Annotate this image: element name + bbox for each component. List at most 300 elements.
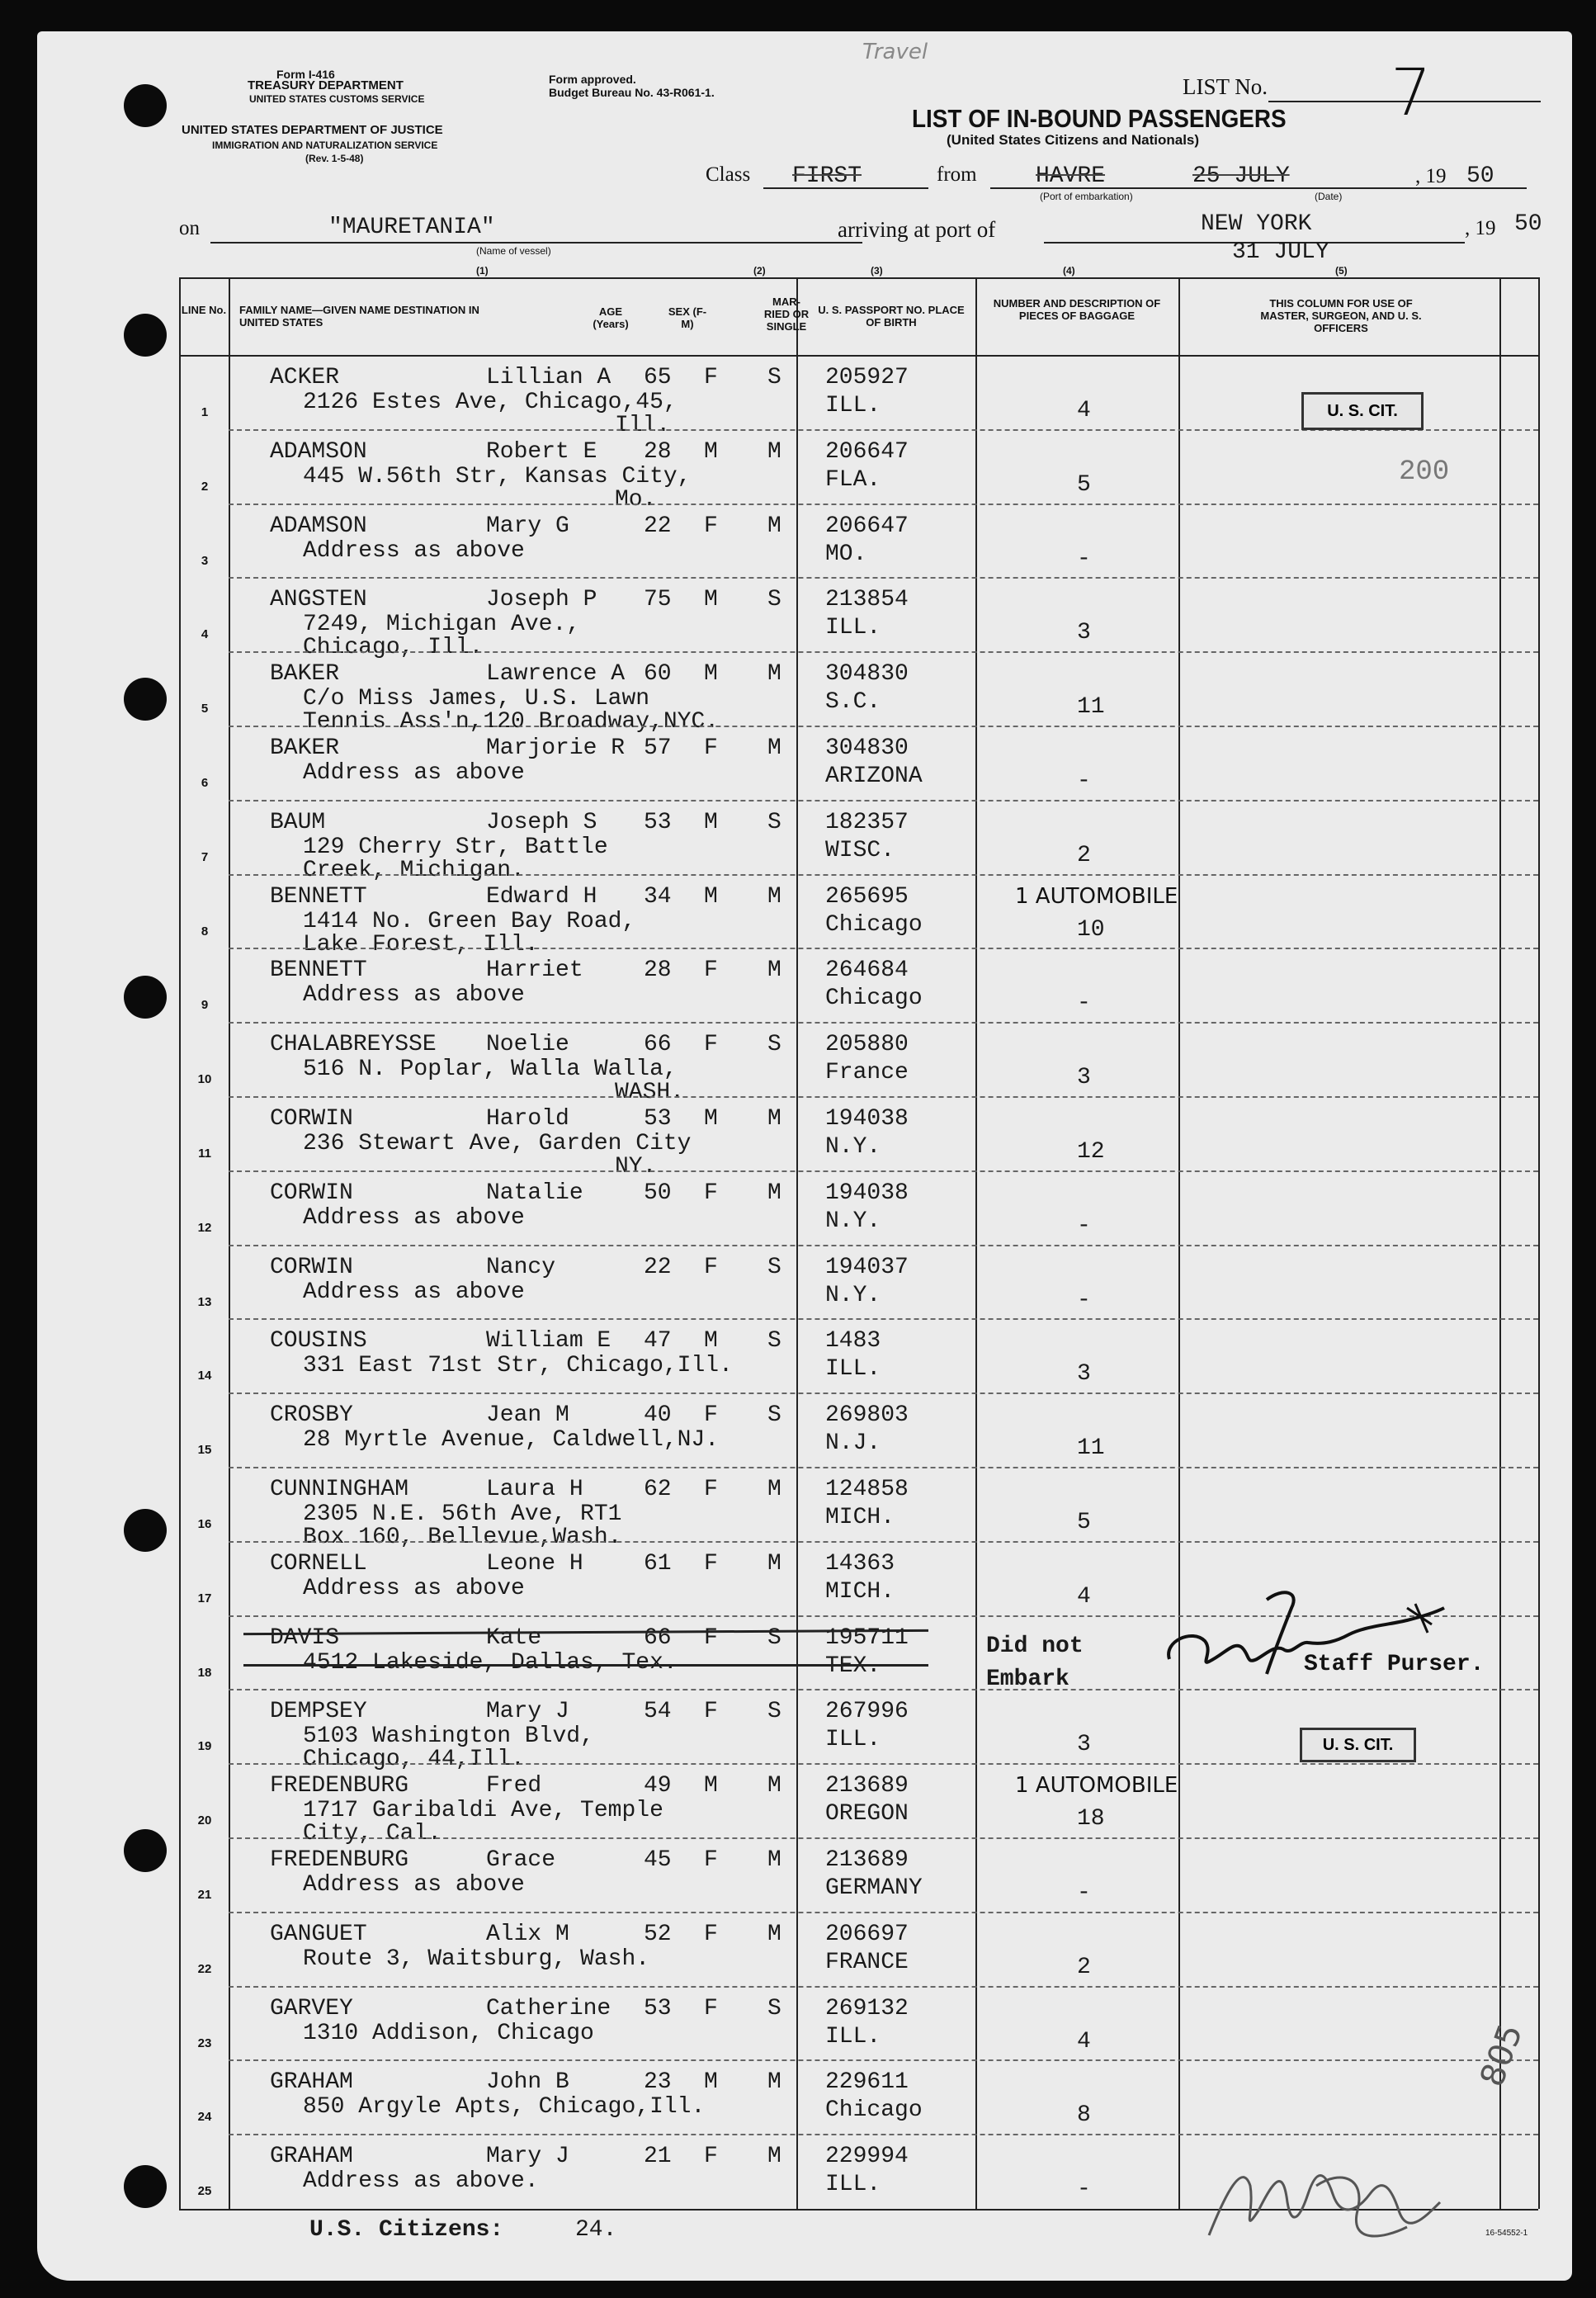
marital-status: M	[767, 1180, 781, 1206]
passenger-sex: F	[704, 1180, 718, 1206]
passenger-age: 60	[644, 661, 672, 688]
list-number: 7	[1391, 56, 1432, 130]
passenger-age: 21	[644, 2144, 672, 2170]
passenger-age: 28	[644, 958, 672, 984]
place-of-birth: OREGON	[825, 1801, 909, 1828]
passenger-given-name: Noelie	[486, 1032, 569, 1058]
passenger-sex: F	[704, 513, 718, 539]
baggage-count: -	[1077, 768, 1091, 794]
punch-hole	[124, 1509, 167, 1552]
header-passport: U. S. PASSPORT NO. PLACE OF BIRTH	[818, 304, 965, 329]
passenger-age: 23	[644, 2069, 672, 2096]
passenger-given-name: Mary J	[486, 1699, 569, 1725]
us-citizens-count: 24.	[575, 2217, 617, 2243]
marital-status: M	[767, 2069, 781, 2096]
destination-address: Address as above	[303, 1575, 525, 1601]
passenger-surname: FREDENBURG	[270, 1773, 409, 1799]
marital-status: M	[767, 958, 781, 984]
passenger-surname: BAUM	[270, 809, 326, 835]
passport-number: 194038	[825, 1106, 909, 1132]
table-right-border	[1538, 277, 1540, 2209]
row-separator	[229, 1022, 1538, 1024]
passenger-given-name: Nancy	[486, 1254, 556, 1280]
passenger-given-name: Mary G	[486, 513, 569, 539]
place-of-birth: Chicago	[825, 986, 923, 1012]
passenger-sex: M	[704, 809, 718, 835]
customs-service: UNITED STATES CUSTOMS SERVICE	[249, 93, 425, 105]
passenger-age: 45	[644, 1847, 672, 1873]
destination-address-line2: Chicago, 44,Ill.	[303, 1747, 525, 1773]
baggage-note: 1 AUTOMOBILE	[1015, 883, 1178, 909]
passenger-surname: CORNELL	[270, 1550, 367, 1577]
destination-address: Address as above	[303, 537, 525, 564]
destination-address: Address as above	[303, 1204, 525, 1231]
passenger-sex: F	[704, 958, 718, 984]
line-number: 7	[201, 849, 209, 864]
destination-address-line2: Creek, Michigan.	[303, 857, 525, 883]
destination-address-line2: Box 160, Bellevue,Wash.	[303, 1525, 622, 1550]
marital-status: M	[767, 438, 781, 465]
passenger-sex: F	[704, 1699, 718, 1725]
passenger-given-name: Harriet	[486, 958, 583, 984]
header-age: AGE (Years)	[593, 305, 629, 330]
place-of-birth: WISC.	[825, 837, 895, 863]
passenger-surname: BAKER	[270, 735, 340, 761]
passenger-given-name: Robert E	[486, 438, 597, 465]
row-separator	[229, 1986, 1538, 1988]
baggage-count: 3	[1077, 620, 1091, 646]
destination-address-line2: Tennis Ass'n,120 Broadway,NYC.	[303, 709, 720, 735]
destination-address-line2: Mo.	[615, 486, 657, 513]
destination-address: 1414 No. Green Bay Road,	[303, 908, 636, 934]
passenger-given-name: Joseph S	[486, 809, 597, 835]
passenger-surname: GARVEY	[270, 1995, 353, 2021]
header-married: MAR-RIED OR SINGLE	[763, 296, 810, 333]
destination-address-line2: City, Cal.	[303, 1821, 442, 1847]
budget-bureau: Budget Bureau No. 43-R061-1.	[549, 86, 715, 99]
passport-number: 194037	[825, 1254, 909, 1280]
baggage-count: -	[1077, 1213, 1091, 1239]
passenger-age: 54	[644, 1699, 672, 1725]
passenger-sex: F	[704, 1477, 718, 1502]
row-separator	[229, 577, 1538, 579]
destination-address: Address as above	[303, 982, 525, 1009]
destination-address: Address as above	[303, 760, 525, 786]
passenger-sex: F	[704, 735, 718, 761]
place-of-birth: FRANCE	[825, 1949, 909, 1975]
baggage-count: 10	[1077, 916, 1105, 943]
destination-address: 2305 N.E. 56th Ave, RT1	[303, 1501, 622, 1527]
line-number: 14	[197, 1369, 212, 1383]
baggage-count: 8	[1077, 2102, 1091, 2129]
passport-number: 205880	[825, 1032, 909, 1058]
line-number: 11	[198, 1147, 211, 1161]
punch-hole	[124, 84, 167, 127]
baggage-count: -	[1077, 1287, 1091, 1313]
row-separator	[229, 1245, 1538, 1246]
passenger-age: 57	[644, 735, 672, 761]
arrival-date: 31 JULY	[1232, 239, 1329, 265]
line-number: 24	[197, 2110, 212, 2125]
row-separator	[229, 651, 1538, 653]
passenger-surname: CROSBY	[270, 1402, 353, 1429]
place-of-birth: Chicago	[825, 911, 923, 938]
marital-status: S	[767, 1328, 781, 1355]
passenger-sex: M	[704, 883, 718, 910]
passport-number: 194038	[825, 1180, 909, 1206]
place-of-birth: Chicago	[825, 2097, 923, 2124]
marital-status: S	[767, 1995, 781, 2021]
column-divider	[975, 277, 977, 2209]
passenger-sex: F	[704, 1921, 718, 1947]
passenger-surname: BENNETT	[270, 958, 367, 984]
passport-number: 124858	[825, 1477, 909, 1502]
passport-number: 265695	[825, 883, 909, 910]
marital-status: M	[767, 2144, 781, 2170]
marital-status: M	[767, 513, 781, 539]
row-separator	[229, 874, 1538, 876]
passenger-sex: M	[704, 438, 718, 465]
line-number: 18	[197, 1665, 212, 1680]
passenger-surname: CORWIN	[270, 1180, 353, 1206]
line-number: 9	[201, 998, 209, 1013]
passenger-age: 61	[644, 1550, 672, 1577]
passenger-age: 53	[644, 1995, 672, 2021]
place-of-birth: France	[825, 1060, 909, 1086]
form-print-code: 16-54552-1	[1485, 2229, 1528, 2238]
marital-status: S	[767, 1402, 781, 1429]
embarkation-date: 25 JULY	[1192, 163, 1290, 189]
passenger-surname: BENNETT	[270, 883, 367, 910]
passport-number: 206647	[825, 438, 909, 465]
passport-number: 206647	[825, 513, 909, 539]
passenger-given-name: Harold	[486, 1106, 569, 1132]
baggage-count: 11	[1077, 694, 1105, 721]
line-number: 21	[197, 1888, 212, 1902]
passenger-surname: CUNNINGHAM	[270, 1477, 409, 1502]
punch-hole	[124, 2165, 167, 2208]
year-prefix: , 19	[1415, 165, 1447, 187]
baggage-count: 11	[1077, 1435, 1105, 1462]
passenger-age: 40	[644, 1402, 672, 1429]
passport-number: 1483	[825, 1328, 881, 1355]
row-separator	[229, 726, 1538, 727]
place-of-birth: FLA.	[825, 466, 881, 493]
baggage-count: Did not Embark	[986, 1633, 1084, 1692]
column-divider	[1499, 277, 1501, 2209]
treasury-department: TREASURY DEPARTMENT	[248, 78, 404, 92]
passport-number: 267996	[825, 1699, 909, 1725]
place-of-birth: N.Y.	[825, 1208, 881, 1234]
baggage-count: 18	[1077, 1806, 1105, 1832]
destination-address: 331 East 71st Str, Chicago,Ill.	[303, 1353, 733, 1379]
destination-address: 1310 Addison, Chicago	[303, 2020, 594, 2046]
place-of-birth: MICH.	[825, 1505, 895, 1530]
destination-address: 516 N. Poplar, Walla Walla,	[303, 1057, 678, 1083]
column-number: (4)	[1063, 265, 1075, 277]
line-number: 2	[201, 479, 209, 494]
passport-number: 213689	[825, 1847, 909, 1873]
place-of-birth: MICH.	[825, 1578, 895, 1605]
line-number: 15	[197, 1443, 212, 1458]
marital-status: M	[767, 661, 781, 688]
line-number: 25	[197, 2184, 212, 2199]
marital-status: M	[767, 1847, 781, 1873]
passenger-given-name: Kate	[486, 1624, 542, 1651]
passenger-sex: M	[704, 1106, 718, 1132]
passenger-surname: ACKER	[270, 365, 340, 390]
line-number: 19	[197, 1739, 212, 1754]
from-label: from	[937, 163, 977, 186]
line-number: 3	[201, 553, 209, 568]
passenger-sex: M	[704, 587, 718, 613]
place-of-birth: N.Y.	[825, 1282, 881, 1308]
officer-number: 200	[1399, 456, 1450, 488]
pencil-note: Travel	[862, 40, 928, 64]
passenger-surname: ADAMSON	[270, 438, 367, 465]
revision-date: (Rev. 1-5-48)	[305, 153, 364, 164]
passenger-sex: F	[704, 1254, 718, 1280]
place-of-birth: ARIZONA	[825, 764, 923, 789]
marital-status: S	[767, 1624, 781, 1651]
destination-address: 1717 Garibaldi Ave, Temple	[303, 1798, 663, 1824]
place-of-birth: ILL.	[825, 1727, 881, 1753]
form-subtitle: (United States Citizens and Nationals)	[947, 132, 1200, 148]
department-of-justice: UNITED STATES DEPARTMENT OF JUSTICE	[182, 123, 443, 137]
column-number: (2)	[753, 265, 766, 277]
header-sex: SEX (F-M)	[668, 305, 707, 330]
inspector-signature	[1192, 2045, 1523, 2268]
passport-number: 304830	[825, 661, 909, 688]
place-of-birth: TEX.	[825, 1653, 881, 1679]
marital-status: M	[767, 883, 781, 910]
line-number: 1	[201, 405, 209, 419]
place-of-birth: ILL.	[825, 393, 881, 418]
arrival-port: NEW YORK	[1201, 211, 1312, 237]
destination-address: 28 Myrtle Avenue, Caldwell,NJ.	[303, 1427, 720, 1454]
passenger-surname: GANGUET	[270, 1921, 367, 1947]
row-separator	[229, 1096, 1538, 1098]
passenger-age: 53	[644, 809, 672, 835]
vessel-line	[210, 242, 862, 244]
marital-status: M	[767, 1773, 781, 1799]
passenger-age: 75	[644, 587, 672, 613]
destination-address: 236 Stewart Ave, Garden City	[303, 1131, 692, 1156]
passenger-surname: CHALABREYSSE	[270, 1032, 437, 1058]
header-bottom-border	[179, 355, 1538, 357]
destination-address: Address as above	[303, 1279, 525, 1305]
passport-number: 195711	[825, 1624, 909, 1651]
header-baggage: NUMBER AND DESCRIPTION OF PIECES OF BAGGAGE	[993, 297, 1161, 322]
passenger-given-name: John B	[486, 2069, 569, 2096]
line-number: 8	[201, 924, 209, 939]
destination-address-line2: NY.	[615, 1154, 657, 1180]
destination-address: 4512 Lakeside, Dallas, Tex.	[303, 1649, 678, 1676]
passenger-given-name: Catherine	[486, 1995, 611, 2021]
passport-number: 264684	[825, 958, 909, 984]
header-line-no: LINE No.	[181, 304, 227, 316]
baggage-note: 1 AUTOMOBILE	[1015, 1773, 1178, 1799]
marital-status: M	[767, 735, 781, 761]
baggage-count: 4	[1077, 398, 1091, 423]
on-label: on	[179, 217, 200, 239]
row-separator	[229, 1170, 1538, 1172]
passenger-given-name: Marjorie R	[486, 735, 626, 761]
passenger-surname: DEMPSEY	[270, 1699, 367, 1725]
passenger-sex: M	[704, 1328, 718, 1355]
marital-status: S	[767, 365, 781, 390]
place-of-birth: N.Y.	[825, 1134, 881, 1160]
baggage-count: -	[1077, 1880, 1091, 1906]
passenger-age: 66	[644, 1624, 672, 1651]
staff-purser-signature	[1159, 1583, 1448, 1690]
destination-address: 2126 Estes Ave, Chicago,45,	[303, 390, 678, 415]
form-approved: Form approved.	[549, 73, 636, 86]
passenger-age: 22	[644, 513, 672, 539]
line-number: 16	[197, 1517, 212, 1531]
line-number: 10	[197, 1072, 212, 1087]
destination-address-line2: Lake Forest, Ill.	[303, 931, 539, 958]
row-separator	[229, 1393, 1538, 1394]
passenger-sex: F	[704, 2144, 718, 2170]
row-separator	[229, 1837, 1538, 1839]
destination-address: 850 Argyle Apts, Chicago,Ill.	[303, 2094, 706, 2121]
arriving-label: arriving at port of	[838, 217, 996, 242]
embarkation-port: HAVRE	[1036, 163, 1106, 189]
punch-hole	[124, 678, 167, 721]
passport-number: 269803	[825, 1402, 909, 1429]
baggage-count: 2	[1077, 1954, 1091, 1980]
passport-number: 229994	[825, 2144, 909, 2170]
passenger-given-name: Laura H	[486, 1477, 583, 1502]
passenger-given-name: Lillian A	[486, 365, 611, 390]
column-number: (3)	[871, 265, 883, 277]
passenger-sex: F	[704, 1624, 718, 1651]
passenger-age: 62	[644, 1477, 672, 1502]
baggage-count: 5	[1077, 1510, 1091, 1535]
passenger-given-name: Jean M	[486, 1402, 569, 1429]
passenger-sex: F	[704, 1402, 718, 1429]
passport-number: 206697	[825, 1921, 909, 1947]
passenger-age: 52	[644, 1921, 672, 1947]
marital-status: S	[767, 1254, 781, 1280]
embarkation-year: 50	[1466, 163, 1494, 189]
destination-address: 5103 Washington Blvd,	[303, 1724, 594, 1750]
baggage-count: -	[1077, 2177, 1091, 2203]
column-number: (5)	[1335, 265, 1348, 277]
destination-address: 7249, Michigan Ave.,	[303, 612, 581, 638]
destination-address-line2: WASH.	[615, 1080, 685, 1106]
immigration-service: IMMIGRATION AND NATURALIZATION SERVICE	[212, 139, 438, 151]
passenger-age: 65	[644, 365, 672, 390]
passenger-age: 22	[644, 1254, 672, 1280]
class-label: Class	[706, 163, 751, 186]
port-caption: (Port of embarkation)	[1040, 191, 1133, 202]
place-of-birth: N.J.	[825, 1430, 881, 1457]
passenger-age: 34	[644, 883, 672, 910]
column-divider	[796, 277, 798, 2209]
line-number: 6	[201, 776, 209, 790]
destination-address: Address as above	[303, 1872, 525, 1898]
line-number: 4	[201, 627, 209, 642]
passenger-surname: GRAHAM	[270, 2144, 353, 2170]
row-separator	[229, 504, 1538, 505]
column-number: (1)	[476, 265, 489, 277]
place-of-birth: ILL.	[825, 1356, 881, 1383]
us-citizen-stamp: U. S. CIT.	[1300, 1728, 1416, 1762]
row-separator	[229, 800, 1538, 801]
strike-line	[243, 1664, 928, 1667]
punch-hole	[124, 1829, 167, 1872]
passenger-manifest-page	[37, 31, 1572, 2281]
passenger-given-name: Natalie	[486, 1180, 583, 1206]
column-divider	[1178, 277, 1180, 2209]
baggage-count: 4	[1077, 2028, 1091, 2054]
passenger-surname: FREDENBURG	[270, 1847, 409, 1873]
passenger-given-name: Mary J	[486, 2144, 569, 2170]
passenger-age: 28	[644, 438, 672, 465]
row-separator	[229, 1318, 1538, 1320]
passenger-surname: ADAMSON	[270, 513, 367, 539]
passport-number: 269132	[825, 1995, 909, 2021]
marital-status: S	[767, 1032, 781, 1058]
header-officers: THIS COLUMN FOR USE OF MASTER, SURGEON, AND U. S. OFFICERS	[1260, 297, 1422, 334]
place-of-birth: ILL.	[825, 2172, 881, 2198]
passenger-given-name: Grace	[486, 1847, 556, 1873]
passport-number: 229611	[825, 2069, 909, 2096]
marital-status: M	[767, 1921, 781, 1947]
table-left-border	[179, 277, 181, 2209]
marital-status: S	[767, 1699, 781, 1725]
baggage-count: 4	[1077, 1583, 1091, 1610]
punch-hole	[124, 976, 167, 1019]
vessel-caption: (Name of vessel)	[476, 245, 551, 257]
vessel-name: "MAURETANIA"	[328, 215, 495, 240]
us-citizens-label: U.S. Citizens:	[309, 2217, 504, 2243]
row-separator	[229, 1763, 1538, 1765]
destination-address: Address as above.	[303, 2168, 539, 2195]
destination-address: 445 W.56th Str, Kansas City,	[303, 463, 692, 489]
line-number: 12	[197, 1220, 212, 1235]
place-of-birth: S.C.	[825, 689, 881, 716]
form-title: LIST OF IN-BOUND PASSENGERS	[912, 104, 1287, 133]
destination-address-line2: Chicago, Ill.	[303, 635, 484, 661]
destination-address-line2: Ill.	[615, 413, 671, 438]
staff-purser-title: Staff Purser.	[1304, 1652, 1485, 1677]
place-of-birth: ILL.	[825, 615, 881, 641]
passenger-sex: F	[704, 365, 718, 390]
passenger-age: 49	[644, 1773, 672, 1799]
line-number: 23	[197, 2036, 212, 2050]
marital-status: M	[767, 1550, 781, 1577]
passenger-sex: F	[704, 1550, 718, 1577]
place-of-birth: GERMANY	[825, 1875, 923, 1901]
baggage-count: 12	[1077, 1139, 1105, 1165]
arrival-year: 50	[1514, 211, 1542, 237]
baggage-count: -	[1077, 546, 1091, 572]
passenger-given-name: Lawrence A	[486, 661, 626, 688]
passport-number: 213689	[825, 1773, 909, 1799]
passenger-age: 66	[644, 1032, 672, 1058]
line-number: 20	[197, 1813, 212, 1828]
passenger-given-name: William E	[486, 1328, 611, 1355]
passenger-surname: ANGSTEN	[270, 587, 367, 613]
passenger-surname: GRAHAM	[270, 2069, 353, 2096]
place-of-birth: MO.	[825, 541, 867, 567]
marital-status: S	[767, 587, 781, 613]
line-number: 22	[197, 1961, 212, 1976]
passport-number: 304830	[825, 735, 909, 761]
